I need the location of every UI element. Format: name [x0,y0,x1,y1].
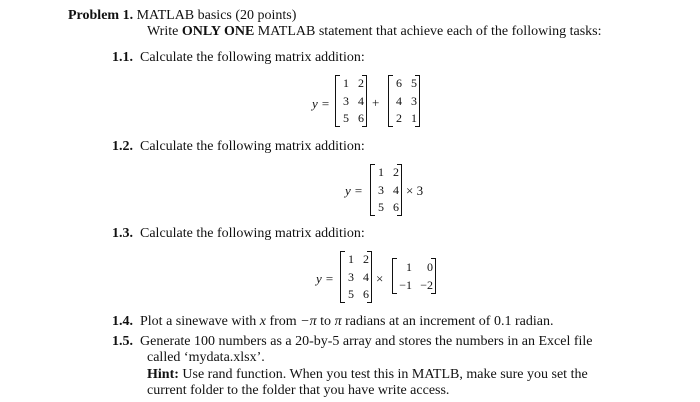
matrix-cell: 0 [427,259,433,274]
instruction-bold: ONLY ONE [181,24,255,39]
task-1-5 [112,334,593,350]
hint-line1 [147,367,588,383]
task-text: from [269,314,297,329]
hint-label: Hint: [147,367,179,382]
matrix-cell: 2 [358,76,364,91]
equation-operator: × [376,271,384,286]
matrix-cell: 3 [411,93,417,108]
task-1-1 [112,50,365,66]
task-text: Calculate the following matrix addition: [140,50,365,65]
matrix-cell: 1 [343,76,349,91]
matrix-cell: 5 [411,76,417,91]
matrix-b [388,75,420,127]
task-text: Plot a sinewave with [140,314,257,329]
equation-lhs: y = [316,271,334,286]
matrix-cell: 6 [363,287,369,302]
matrix-cell: 4 [363,269,369,284]
task-number: 1.1. [112,50,133,65]
math-variable: x [259,314,266,329]
problem-title: MATLAB basics (20 points) [136,8,297,23]
matrix-cell: 2 [363,252,369,267]
task-text: to [320,314,332,329]
equation-lhs: y = [345,183,363,198]
problem-instruction [147,24,601,40]
matrix-cell: 6 [396,76,402,91]
matrix-cell: 6 [393,200,399,215]
math-symbol: −π [300,314,317,329]
equation-operator: × 3 [406,183,424,198]
matrix-cell: 2 [393,165,399,180]
matrix-cell: 4 [358,93,364,108]
task-1-5-line2: called ‘mydata.xlsx’. [147,350,265,365]
instruction-post: MATLAB statement that achieve each of the following tasks: [257,24,602,39]
matrix-cell: 1 [411,111,417,126]
matrix-cell: 1 [348,252,354,267]
hint-text: Use rand function. When you test this in MATLB, make sure you set the [182,367,588,382]
matrix-cell: 2 [396,111,402,126]
task-number: 1.5. [112,334,133,349]
hint-line2: current folder to the folder that you have write access. [147,383,450,398]
matrix-cell: 5 [343,111,349,126]
task-text: radians at an increment of 0.1 radian. [345,314,554,329]
matrix-a [370,164,402,216]
matrix-cell: −1 [399,277,412,292]
matrix-b [392,258,436,294]
task-text: Generate 100 numbers as a 20-by-5 array and stores the numbers in an Excel file [140,334,593,349]
matrix-a [335,75,367,127]
matrix-cell: 4 [393,182,399,197]
problem-header [68,8,296,24]
matrix-cell: 3 [378,182,384,197]
matrix-cell: −2 [420,277,433,292]
matrix-cell: 5 [348,287,354,302]
matrix-cell: 1 [378,165,384,180]
matrix-cell: 1 [406,259,412,274]
matrix-cell: 4 [396,93,402,108]
math-symbol: π [334,314,342,329]
matrix-a [340,251,372,303]
task-number: 1.4. [112,314,133,329]
task-number: 1.2. [112,139,133,154]
problem-heading: Problem 1. [68,8,134,23]
matrix-cell: 5 [378,200,384,215]
task-text: Calculate the following matrix addition: [140,226,365,241]
matrix-cell: 3 [348,269,354,284]
task-1-2 [112,139,365,155]
matrix-cell: 3 [343,93,349,108]
matrix-cell: 6 [358,111,364,126]
equation-operator: + [372,95,380,110]
task-1-4 [112,314,553,330]
instruction-pre: Write [147,24,179,39]
equation-lhs: y = [312,96,330,111]
task-number: 1.3. [112,226,133,241]
task-1-3 [112,226,365,242]
task-text: Calculate the following matrix addition: [140,139,365,154]
